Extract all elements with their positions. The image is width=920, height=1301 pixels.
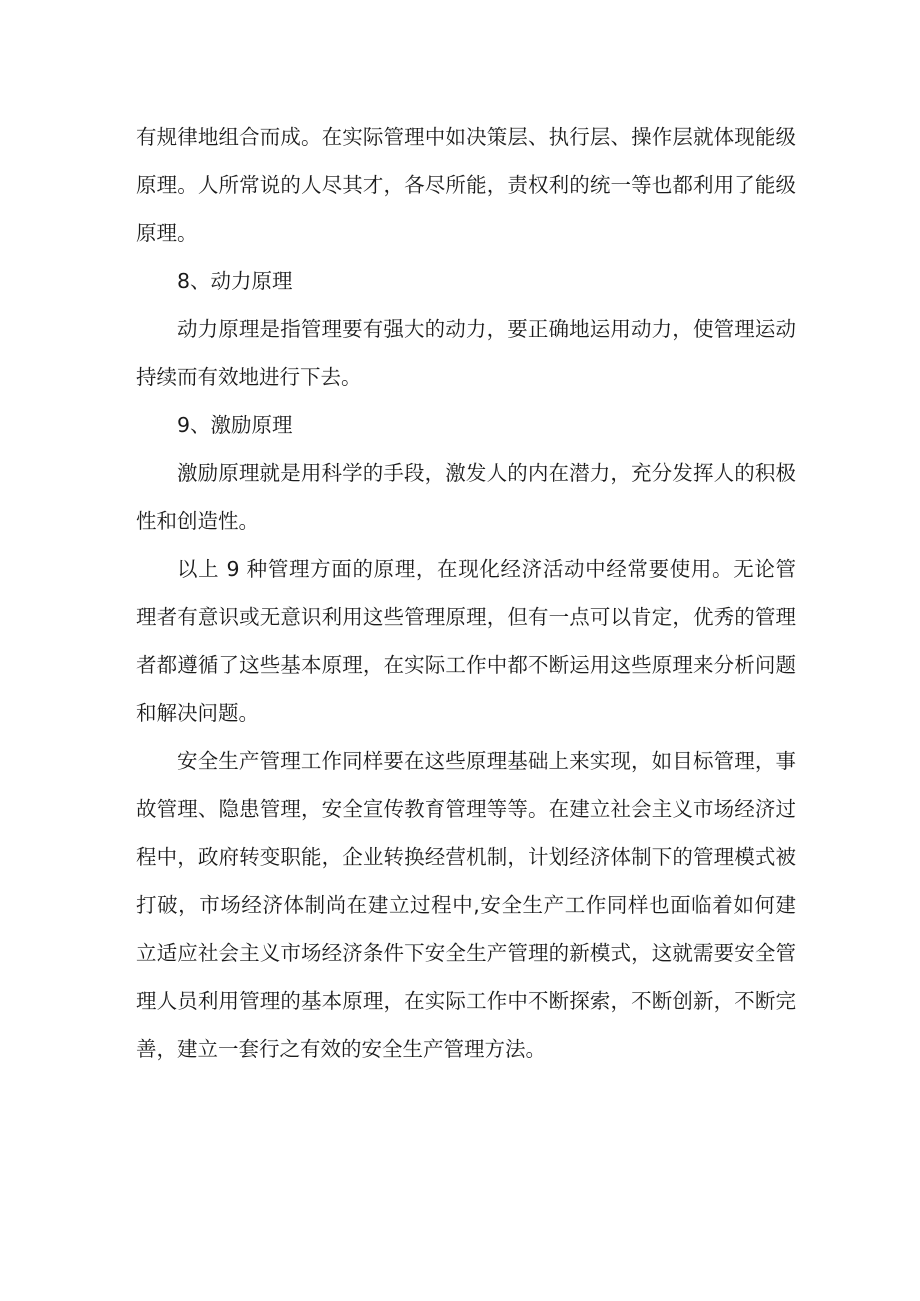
- paragraph-summary: 以上 9 种管理方面的原理，在现化经济活动中经常要使用。无论管理者有意识或无意识利用这些管理原理，但有一点可以肯定，优秀的管理者都遵循了这些基本原理，在实际工作中都不断运用这些原理来分析问题和解决问题。: [136, 557, 796, 725]
- paragraph-safety-management: 安全生产管理工作同样要在这些原理基础上来实现，如目标管理，事故管理、隐患管理，安全宣传教育管理等等。在建立社会主义市场经济过程中，政府转变职能，企业转换经营机制，计划经济体制下的管理模式被打破，市场经济体制尚在建立过程中,安全生产工作同样也面临着如何建立适应社会主义市场经济条件下安全生产管理的新模式，这就需要安全管理人员利用管理的基本原理，在实际工作中不断探索，不断创新，不断完善，建立一套行之有效的安全生产管理方法。: [136, 749, 796, 1061]
- paragraph-energy-level-continued: 有规律地组合而成。在实际管理中如决策层、执行层、操作层就体现能级原理。人所常说的人尽其才，各尽所能，责权利的统一等也都利用了能级原理。: [136, 125, 796, 245]
- paragraph-incentive-principle: 激励原理就是用科学的手段，激发人的内在潜力，充分发挥人的积极性和创造性。: [136, 461, 796, 533]
- document-page: [136, 113, 796, 1073]
- paragraph-dynamic-principle: 动力原理是指管理要有强大的动力，要正确地运用动力，使管理运动持续而有效地进行下去。: [136, 317, 796, 389]
- heading-incentive-principle: 9、激励原理: [177, 413, 293, 437]
- heading-dynamic-principle: 8、动力原理: [177, 269, 293, 293]
